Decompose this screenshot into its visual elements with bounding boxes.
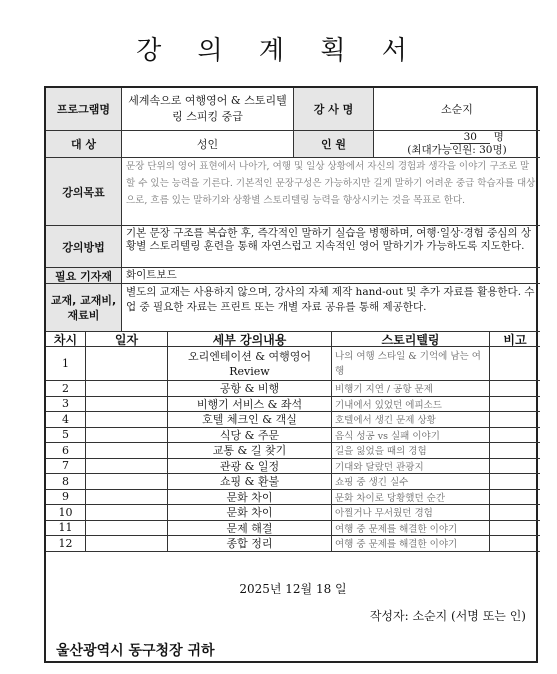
schedule-note (490, 474, 540, 490)
schedule-date (86, 490, 168, 506)
schedule-header-no: 차시 (46, 332, 86, 347)
signing-date: 2025년 12월 18 일 (239, 582, 347, 596)
schedule-note (490, 459, 540, 475)
schedule-story: 문화 차이로 당황했던 순간 (332, 490, 490, 506)
program-value: 세계속으로 여행영어 & 스토리텔링 스피킹 중급 (122, 88, 294, 131)
schedule-content: 종합 정리 (168, 536, 332, 552)
schedule-date (86, 459, 168, 475)
headcount-cell (374, 131, 540, 158)
headcount-label: 인 원 (294, 131, 374, 158)
schedule-note (490, 505, 540, 521)
schedule-note (490, 412, 540, 428)
schedule-date (86, 474, 168, 490)
schedule-note (490, 381, 540, 397)
schedule-story: 쇼핑 중 생긴 실수 (332, 474, 490, 490)
schedule-story: 아찔거나 무서웠던 경험 (332, 505, 490, 521)
schedule-story: 여행 중 문제를 해결한 이야기 (332, 521, 490, 537)
schedule-date (86, 397, 168, 413)
schedule-header-content: 세부 강의내용 (168, 332, 332, 347)
schedule-note (490, 521, 540, 537)
headcount-unit: 명 (493, 131, 504, 143)
schedule-no: 3 (46, 397, 86, 413)
method-label: 강의방법 (46, 226, 122, 268)
schedule-story: 기내에서 있었던 에피소드 (332, 397, 490, 413)
schedule-story: 음식 성공 vs 실패 이야기 (332, 428, 490, 444)
schedule-no: 2 (46, 381, 86, 397)
schedule-date (86, 347, 168, 381)
schedule-content: 비행기 서비스 & 좌석 (168, 397, 332, 413)
schedule-story: 여행 중 문제를 해결한 이야기 (332, 536, 490, 552)
equipment-label: 필요 기자재 (46, 268, 122, 284)
materials-label: 교재, 교재비, 재료비 (46, 284, 122, 332)
schedule-no: 6 (46, 443, 86, 459)
schedule-no: 4 (46, 412, 86, 428)
materials-text: 별도의 교재는 사용하지 않으며, 강사의 자체 제작 hand-out 및 추가 자료를 활용한다. 수업 중 필요한 자료는 프린트 또는 개별 자료 공유를 통해 제공한다. (122, 284, 540, 332)
schedule-no: 9 (46, 490, 86, 506)
schedule-header-note: 비고 (490, 332, 540, 347)
goal-text: 문장 단위의 영어 표현에서 나아가, 여행 및 일상 상황에서 자신의 경험과 생각을 이야기 구조로 말할 수 있는 능력을 기른다. 기본적인 문장구성은 가능하지만 길게 말하기 어려운 중급 학습자를 대상으로, 흐름 있는 말하기와 상황별 스토리텔링 능력을 향상시키는 것을 목표로 한다. (122, 158, 540, 226)
schedule-content: 공항 & 비행 (168, 381, 332, 397)
equipment-value: 화이트보드 (122, 268, 540, 284)
schedule-date (86, 381, 168, 397)
schedule-date (86, 443, 168, 459)
schedule-story: 길을 잃었을 때의 경험 (332, 443, 490, 459)
schedule-header-date: 일자 (86, 332, 168, 347)
schedule-no: 1 (46, 347, 86, 381)
schedule-note (490, 536, 540, 552)
schedule-content: 문화 차이 (168, 490, 332, 506)
schedule-content: 호텔 체크인 & 객실 (168, 412, 332, 428)
schedule-date (86, 521, 168, 537)
schedule-note (490, 443, 540, 459)
schedule-story: 기대와 달랐던 관광지 (332, 459, 490, 475)
target-value: 성인 (122, 131, 294, 158)
schedule-content: 문제 해결 (168, 521, 332, 537)
schedule-note (490, 347, 540, 381)
schedule-no: 11 (46, 521, 86, 537)
schedule-date (86, 412, 168, 428)
plan-form (44, 86, 538, 663)
schedule-note (490, 397, 540, 413)
method-text: 기본 문장 구조를 복습한 후, 즉각적인 말하기 실습을 병행하며, 여행·일상·경험 중심의 상황별 스토리텔링 훈련을 통해 자연스럽고 지속적인 영어 말하기가 가능하도록 지도한다. (122, 226, 540, 268)
schedule-date (86, 536, 168, 552)
schedule-date (86, 505, 168, 521)
schedule-note (490, 428, 540, 444)
schedule-note (490, 490, 540, 506)
schedule-date (86, 428, 168, 444)
schedule-content: 오리엔테이션 & 여행영어 Review (168, 347, 332, 381)
headcount-max: (최대가능인원: 30명) (407, 144, 507, 156)
schedule-content: 관광 & 일정 (168, 459, 332, 475)
schedule-content: 식당 & 주문 (168, 428, 332, 444)
goal-label: 강의목표 (46, 158, 122, 226)
schedule-content: 쇼핑 & 환불 (168, 474, 332, 490)
schedule-header-story: 스토리텔링 (332, 332, 490, 347)
instructor-value: 소순지 (374, 88, 540, 131)
recipient-office: 울산광역시 동구청장 귀하 (56, 643, 215, 659)
target-label: 대 상 (46, 131, 122, 158)
schedule-content: 문화 차이 (168, 505, 332, 521)
instructor-label: 강 사 명 (294, 88, 374, 131)
headcount-value: 30 (450, 131, 490, 144)
schedule-no: 10 (46, 505, 86, 521)
document-title: 강 의 계 획 서 (136, 36, 421, 66)
schedule-content: 교통 & 길 찾기 (168, 443, 332, 459)
schedule-no: 8 (46, 474, 86, 490)
schedule-no: 5 (46, 428, 86, 444)
schedule-no: 12 (46, 536, 86, 552)
schedule-no: 7 (46, 459, 86, 475)
schedule-story: 호텔에서 생긴 문제 상황 (332, 412, 490, 428)
schedule-story: 나의 여행 스타일 & 기억에 남는 여행 (332, 347, 490, 381)
program-label: 프로그램명 (46, 88, 122, 131)
schedule-story: 비행기 지연 / 공항 문제 (332, 381, 490, 397)
writer-signature: 작성자: 소순지 (서명 또는 인) (369, 609, 526, 623)
